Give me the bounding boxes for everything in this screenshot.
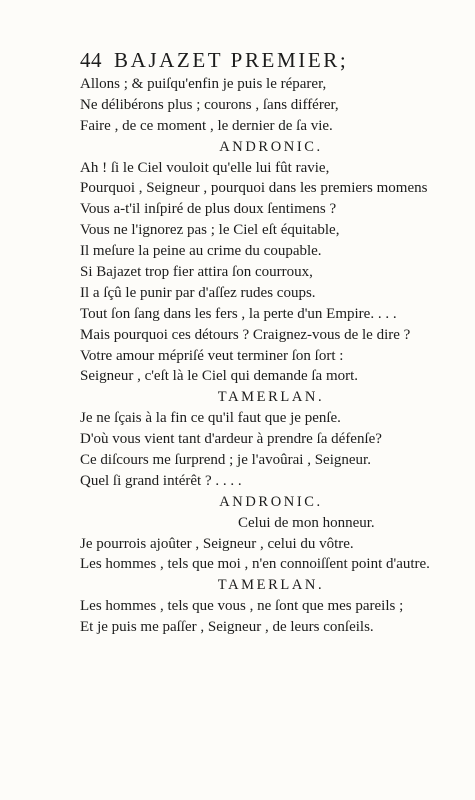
speaker-name: ANDRONIC. <box>219 493 323 510</box>
text-body <box>80 74 440 638</box>
verse-line: Ce diſcours me ſurprend ; je l'avoûrai , Seigneur. <box>80 452 371 469</box>
running-title: BAJAZET PREMIER; <box>114 48 349 72</box>
verse-line: Les hommes , tels que vous , ne ſont que mes pareils ; <box>80 598 404 615</box>
page-number: 44 <box>80 48 102 72</box>
verse-line: Allons ; & puiſqu'enfin je puis le réparer, <box>80 76 327 92</box>
verse-line: Ne délibérons plus ; courons , ſans différer, <box>80 96 339 113</box>
verse-line: Tout ſon ſang dans les fers , la perte d'un Empire. . . . <box>80 305 397 322</box>
verse-line: Ah ! ſi le Ciel vouloit qu'elle lui fût ravie, <box>80 159 330 176</box>
verse-line: D'où vous vient tant d'ardeur à prendre ſa défenſe? <box>80 431 382 448</box>
verse-line: Mais pourquoi ces détours ? Craignez-vous de le dire ? <box>80 326 411 343</box>
speaker-name: ANDRONIC. <box>219 138 323 155</box>
verse-line: Faire , de ce moment , le dernier de ſa vie. <box>80 117 333 134</box>
verse-line: Celui de mon honneur. <box>238 514 375 531</box>
verse-line: Les hommes , tels que moi , n'en connoiſſent point d'autre. <box>80 556 430 573</box>
verse-line: Votre amour mépriſé veut terminer ſon ſort : <box>80 347 344 364</box>
speaker-name: TAMERLAN. <box>217 577 325 594</box>
verse-line: Pourquoi , Seigneur , pourquoi dans les premiers momens <box>80 180 428 197</box>
verse-line: Vous ne l'ignorez pas ; le Ciel eſt équitable, <box>80 222 340 239</box>
speaker-name: TAMERLAN. <box>217 389 325 406</box>
verse-line: Seigneur , c'eſt là le Ciel qui demande ſa mort. <box>80 368 359 385</box>
page-header <box>80 46 400 74</box>
verse-line: Vous a-t'il inſpiré de plus doux ſentimens ? <box>80 201 337 218</box>
verse-line: Je ne ſçais à la fin ce qu'il faut que je penſe. <box>80 410 341 427</box>
verse-line: Si Bajazet trop fier attira ſon courroux, <box>80 264 313 281</box>
verse-line: Je pourrois ajoûter , Seigneur , celui du vôtre. <box>80 535 354 552</box>
verse-line: Il a ſçû le punir par d'aſſez rudes coups. <box>80 284 316 301</box>
verse-line: Quel ſi grand intérêt ? . . . . <box>80 472 242 489</box>
verse-line: Il meſure la peine au crime du coupable. <box>80 243 322 260</box>
verse-line: Et je puis me paſſer , Seigneur , de leurs conſeils. <box>80 619 374 636</box>
